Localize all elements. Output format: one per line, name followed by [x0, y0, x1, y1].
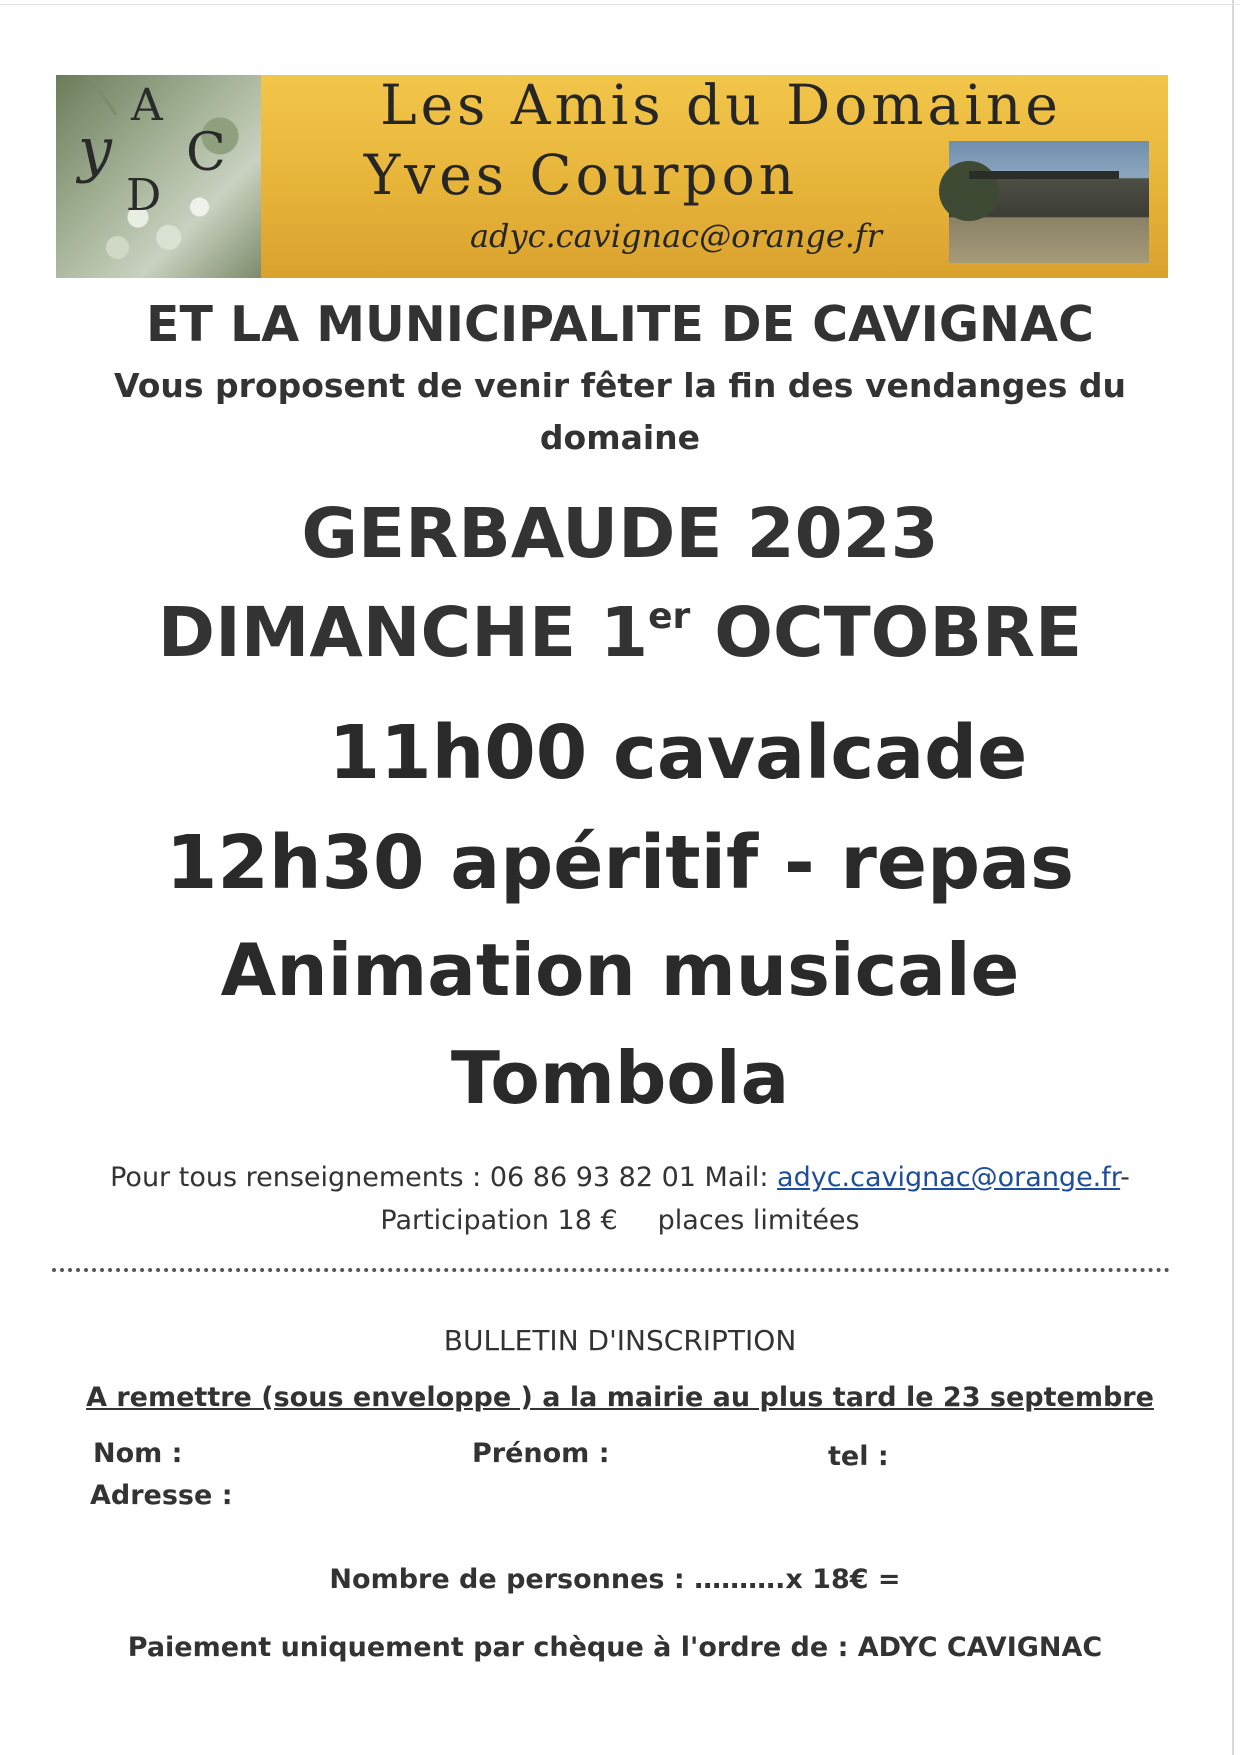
event-date — [0, 593, 1240, 673]
svg-text:C: C — [186, 123, 226, 183]
bulletin-instruction: A remettre (sous enveloppe ) a la mairie au plus tard le 23 septembre — [86, 1382, 1154, 1413]
roof-shape — [969, 171, 1119, 179]
nombre-personnes: Nombre de personnes : ……….x 18€ = — [329, 1564, 901, 1595]
participation-price: Participation 18 € — [380, 1205, 618, 1236]
places-limitees: places limitées — [657, 1205, 860, 1236]
prenom-label: Prénom : — [472, 1438, 610, 1469]
schedule-cavalcade: 11h00 cavalcade — [328, 710, 1028, 796]
adresse-label: Adresse : — [90, 1480, 233, 1511]
banner-email: adyc.cavignac@orange.fr — [469, 217, 883, 255]
municipalite-heading: ET LA MUNICIPALITE DE CAVIGNAC — [146, 296, 1094, 353]
event-title: GERBAUDE 2023 — [301, 494, 939, 574]
svg-text:D: D — [126, 170, 162, 221]
event-date-prefix: DIMANCHE 1 — [157, 593, 649, 673]
event-date-sup: er — [648, 596, 691, 637]
banner-title-line2: Yves Courpon — [363, 143, 799, 207]
contact-email-link[interactable]: adyc.cavignac@orange.fr — [777, 1162, 1121, 1193]
contact-suffix: - — [1120, 1162, 1130, 1193]
bulletin-title: BULLETIN D'INSCRIPTION — [443, 1324, 797, 1357]
participation-line — [0, 1205, 1240, 1236]
contact-info — [0, 1162, 1240, 1193]
event-date-suffix: OCTOBRE — [690, 593, 1083, 673]
page-edge-top — [0, 4, 1240, 5]
nom-label: Nom : — [93, 1438, 183, 1469]
schedule-aperitif: 12h30 apéritif - repas — [165, 820, 1075, 906]
schedule-tombola: Tombola — [450, 1036, 790, 1120]
tel-label: tel : — [828, 1441, 889, 1472]
paiement-line: Paiement uniquement par chèque à l'ordre de : ADYC CAVIGNAC — [127, 1632, 1103, 1663]
subtitle-line1: Vous proposent de venir fêter la fin des vendanges du — [114, 366, 1126, 405]
tree-shape — [939, 161, 999, 221]
subtitle-line2: domaine — [539, 418, 701, 457]
schedule-animation: Animation musicale — [220, 928, 1020, 1012]
association-banner — [56, 75, 1168, 278]
svg-text:A: A — [131, 80, 163, 131]
cut-line-divider — [52, 1268, 1170, 1272]
svg-text:y: y — [78, 115, 112, 185]
domain-building-photo — [949, 141, 1149, 263]
contact-prefix: Pour tous renseignements : 06 86 93 82 01 Mail: — [110, 1162, 778, 1193]
banner-title-line1: Les Amis du Domaine — [380, 75, 1062, 137]
